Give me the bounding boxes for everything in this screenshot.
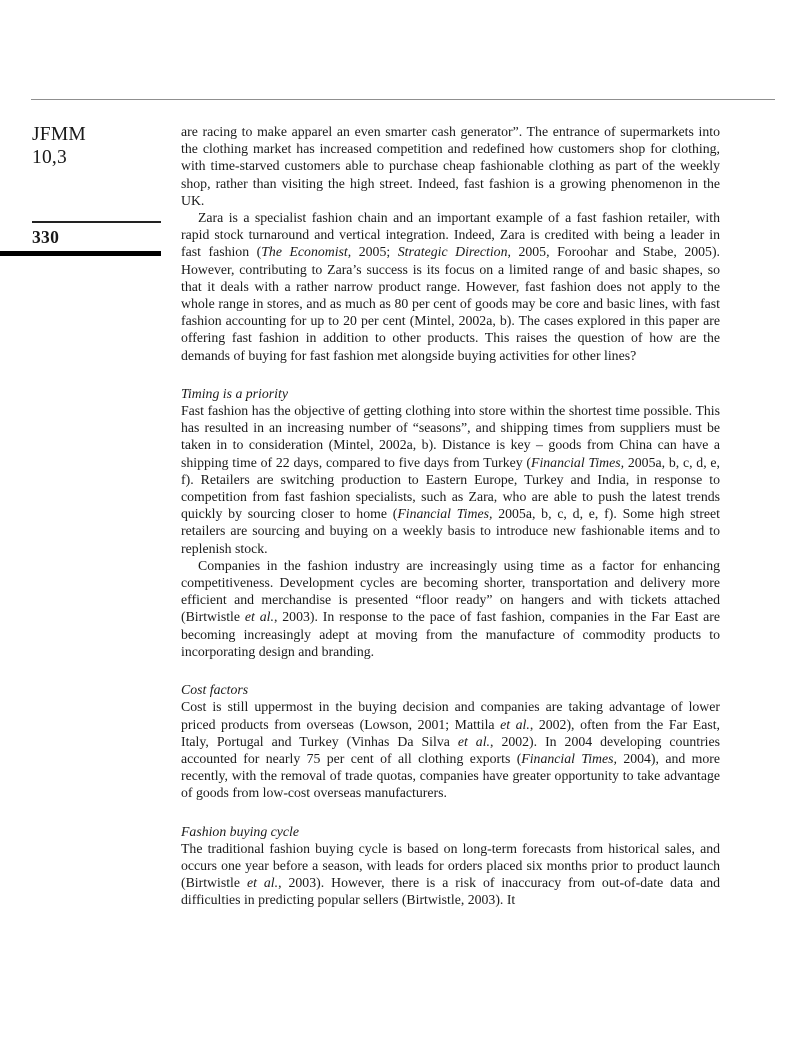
journal-issue: 10,3 <box>32 146 67 168</box>
paragraph: Zara is a specialist fashion chain and an important example of a fast fashion retailer, with rapid stock turnaround and vertical integration. Indeed, Zara is credited with being a leader in fast fashion (The Economist, 2005; Strategic Direction, 2005, Foroohar and Stabe, 2005). However, contributing to Zara’s success is its focus on a limited range of and basic shapes, so that it deals with a rather narrow product range. However, fast fashion does not apply to the whole range in stores, and as much as 80 per cent of goods may be core and basic lines, with fast fashion accounting for up to 20 per cent (Mintel, 2002a, b). The cases explored in this paper are offering fast fashion in addition to other products. This raises the question of how are the demands of buying for fast fashion met alongside buying activities for other lines? <box>181 210 720 363</box>
section-heading: Timing is a priority <box>181 385 288 401</box>
page-number-rule-top <box>32 221 161 223</box>
page-number: 330 <box>32 227 60 247</box>
article-sections <box>181 123 720 909</box>
top-rule <box>31 99 775 100</box>
journal-abbrev: JFMM <box>32 124 86 145</box>
paragraph: Fast fashion has the objective of getting clothing into store within the shortest time possible. This has resulted in an increasing number of “seasons”, and shipping times from suppliers must be taken in to consideration (Mintel, 2002a, b). Distance is key – goods from China can have a shipping time of 22 days, compared to five days from Turkey (Financial Times, 2005a, b, c, d, e, f). Retailers are switching production to Eastern Europe, Turkey and India, in response to competition from fast fashion specialists, such as Zara, who are able to push the latest trends quickly by sourcing closer to home (Financial Times, 2005a, b, c, d, e, f). Some high street retailers are sourcing and buying on a weekly basis to introduce new fashionable items and to replenish stock. <box>181 403 721 556</box>
page-number-rule-bottom <box>0 251 161 256</box>
paragraph: Cost is still uppermost in the buying decision and companies are taking advantage of lower priced products from overseas (Lowson, 2001; Mattila et al., 2002), often from the Far East, Italy, Portugal and Turkey (Vinhas Da Silva et al., 2002). In 2004 developing countries accounted for nearly 75 per cent of all clothing exports (Financial Times, 2004), and more recently, with the removal of trade quotas, companies have greater opportunity to take advantage of goods from low-cost overseas manufacturers. <box>181 699 721 801</box>
journal-header <box>32 124 86 169</box>
section-heading: Cost factors <box>181 682 249 698</box>
paragraph: Companies in the fashion industry are increasingly using time as a factor for enhancing competitiveness. Development cycles are becoming shorter, transportation and delivery more efficient and merchandise is presented “floor ready” on hangers and with tickets attached (Birtwistle et al., 2003). In response to the pace of fast fashion, companies in the Far East are becoming increasingly adept at moving from the manufacture of commodity products to incorporating design and branding. <box>181 557 720 659</box>
section-heading: Fashion buying cycle <box>181 823 300 839</box>
paragraph: are racing to make apparel an even smarter cash generator”. The entrance of supermarkets into the clothing market has increased competition and redefined how customers shop for clothing, with time-starved customers able to purchase cheap fashionable clothing as part of the weekly shop, rather than visiting the high street. Indeed, fast fashion is a growing phenomenon in the UK. <box>181 124 720 208</box>
paragraph: The traditional fashion buying cycle is based on long-term forecasts from historical sales, and occurs one year before a season, with leads for orders placed six months prior to product launch (Birtwistle et al., 2003). However, there is a risk of inaccuracy from out-of-date data and difficulties in predicting popular sellers (Birtwistle, 2003). It <box>181 840 721 908</box>
